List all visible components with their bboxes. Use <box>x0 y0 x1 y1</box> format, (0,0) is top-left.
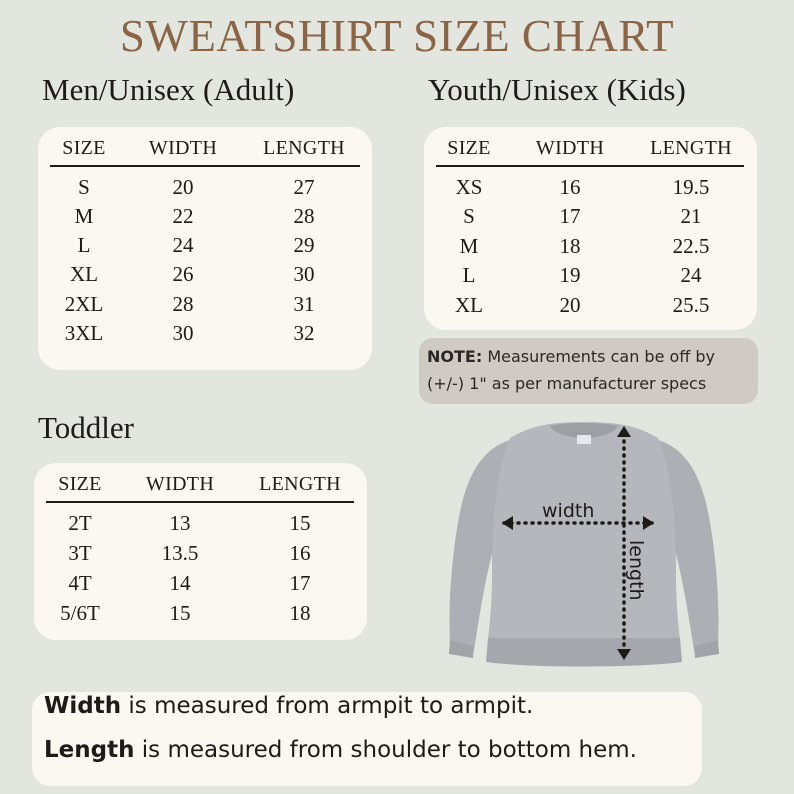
measurement-info-card <box>32 692 702 786</box>
column-header-size: SIZE <box>50 131 118 166</box>
cell-width: 17 <box>559 204 581 229</box>
youth-size-table <box>436 131 744 320</box>
width-label: width <box>542 500 595 522</box>
cell-size: XL <box>70 262 98 287</box>
cell-length: 22.5 <box>672 233 710 258</box>
page-title: SWEATSHIRT SIZE CHART <box>119 11 675 61</box>
cell-length: 15 <box>289 511 311 535</box>
column-header-length: LENGTH <box>246 467 354 502</box>
cell-length: 24 <box>680 263 702 288</box>
toddler-heading: Toddler <box>38 410 134 445</box>
cell-width: 20 <box>172 175 194 199</box>
table-row <box>436 166 744 202</box>
table-row <box>46 502 354 538</box>
cell-length: 21 <box>680 204 702 229</box>
cell-length: 30 <box>293 262 315 287</box>
adult-table-body <box>50 166 360 348</box>
cell-width: 30 <box>172 320 194 345</box>
cell-width: 18 <box>559 233 581 258</box>
column-header-length: LENGTH <box>638 131 744 166</box>
cell-length: 16 <box>289 540 311 565</box>
width-explanation <box>44 693 533 719</box>
cell-width: 22 <box>172 204 194 229</box>
note-box <box>419 338 758 404</box>
note-label: NOTE: <box>427 347 483 366</box>
cell-length: 25.5 <box>672 292 710 317</box>
table-row <box>50 290 360 319</box>
cell-width: 13.5 <box>161 540 199 565</box>
cell-length: 27 <box>293 175 315 199</box>
cell-length: 31 <box>293 291 315 316</box>
column-header-width: WIDTH <box>114 467 246 502</box>
cell-size: XL <box>455 292 483 317</box>
length-term: Length <box>44 737 135 763</box>
cell-length: 29 <box>293 233 315 258</box>
cell-size: S <box>463 204 475 229</box>
youth-heading: Youth/Unisex (Kids) <box>428 72 686 107</box>
table-row <box>50 231 360 260</box>
cell-size: XS <box>455 175 483 199</box>
cell-size: 3XL <box>64 320 104 345</box>
cell-size: 4T <box>68 570 92 595</box>
table-row <box>46 568 354 598</box>
cell-size: 2XL <box>64 291 104 316</box>
note-text: Measurements can be off by <box>482 347 716 366</box>
cell-width: 19 <box>559 263 581 288</box>
width-term: Width <box>44 693 122 719</box>
cell-length: 17 <box>289 570 311 595</box>
waistband <box>486 638 682 667</box>
length-label: length <box>625 540 647 601</box>
table-row <box>50 166 360 202</box>
cell-size: M <box>74 204 94 229</box>
table-row <box>50 260 360 289</box>
column-header-width: WIDTH <box>502 131 638 166</box>
cell-length: 18 <box>289 601 311 626</box>
cell-width: 15 <box>169 601 191 626</box>
table-row <box>436 202 744 232</box>
toddler-table-body <box>46 502 354 629</box>
toddler-size-table <box>46 467 354 629</box>
adult-heading: Men/Unisex (Adult) <box>42 72 295 107</box>
table-row <box>436 291 744 321</box>
column-header-size: SIZE <box>46 467 114 502</box>
table-row <box>436 261 744 291</box>
table-row <box>46 538 354 568</box>
cell-width: 28 <box>172 291 194 316</box>
cell-size: L <box>462 263 476 288</box>
cell-width: 26 <box>172 262 194 287</box>
cell-width: 14 <box>169 570 191 595</box>
cell-size: S <box>78 175 90 199</box>
table-row <box>50 202 360 231</box>
column-header-size: SIZE <box>436 131 502 166</box>
table-row <box>46 599 354 629</box>
length-text: is measured from shoulder to bottom hem. <box>134 737 637 763</box>
column-header-length: LENGTH <box>248 131 360 166</box>
cell-length: 28 <box>293 204 315 229</box>
adult-size-table <box>50 131 360 348</box>
sweatshirt-diagram <box>440 412 730 680</box>
table-row <box>50 319 360 348</box>
cell-size: M <box>459 233 479 258</box>
cell-width: 24 <box>172 233 194 258</box>
cell-width: 20 <box>559 292 581 317</box>
cell-size: 3T <box>68 540 92 565</box>
column-header-width: WIDTH <box>118 131 248 166</box>
youth-table-body <box>436 166 744 320</box>
sweatshirt-body <box>488 422 680 640</box>
cell-length: 19.5 <box>672 175 710 199</box>
neck-label <box>577 435 591 444</box>
cell-width: 13 <box>169 511 191 535</box>
width-text: is measured from armpit to armpit. <box>121 693 534 719</box>
length-explanation <box>44 737 637 763</box>
cell-size: 5/6T <box>60 601 100 626</box>
cell-width: 16 <box>559 175 581 199</box>
cell-length: 32 <box>293 320 315 345</box>
note-text-line-2: (+/-) 1" as per manufacturer specs <box>427 374 707 393</box>
cell-size: L <box>77 233 91 258</box>
cell-size: 2T <box>68 511 92 535</box>
table-row <box>436 232 744 262</box>
